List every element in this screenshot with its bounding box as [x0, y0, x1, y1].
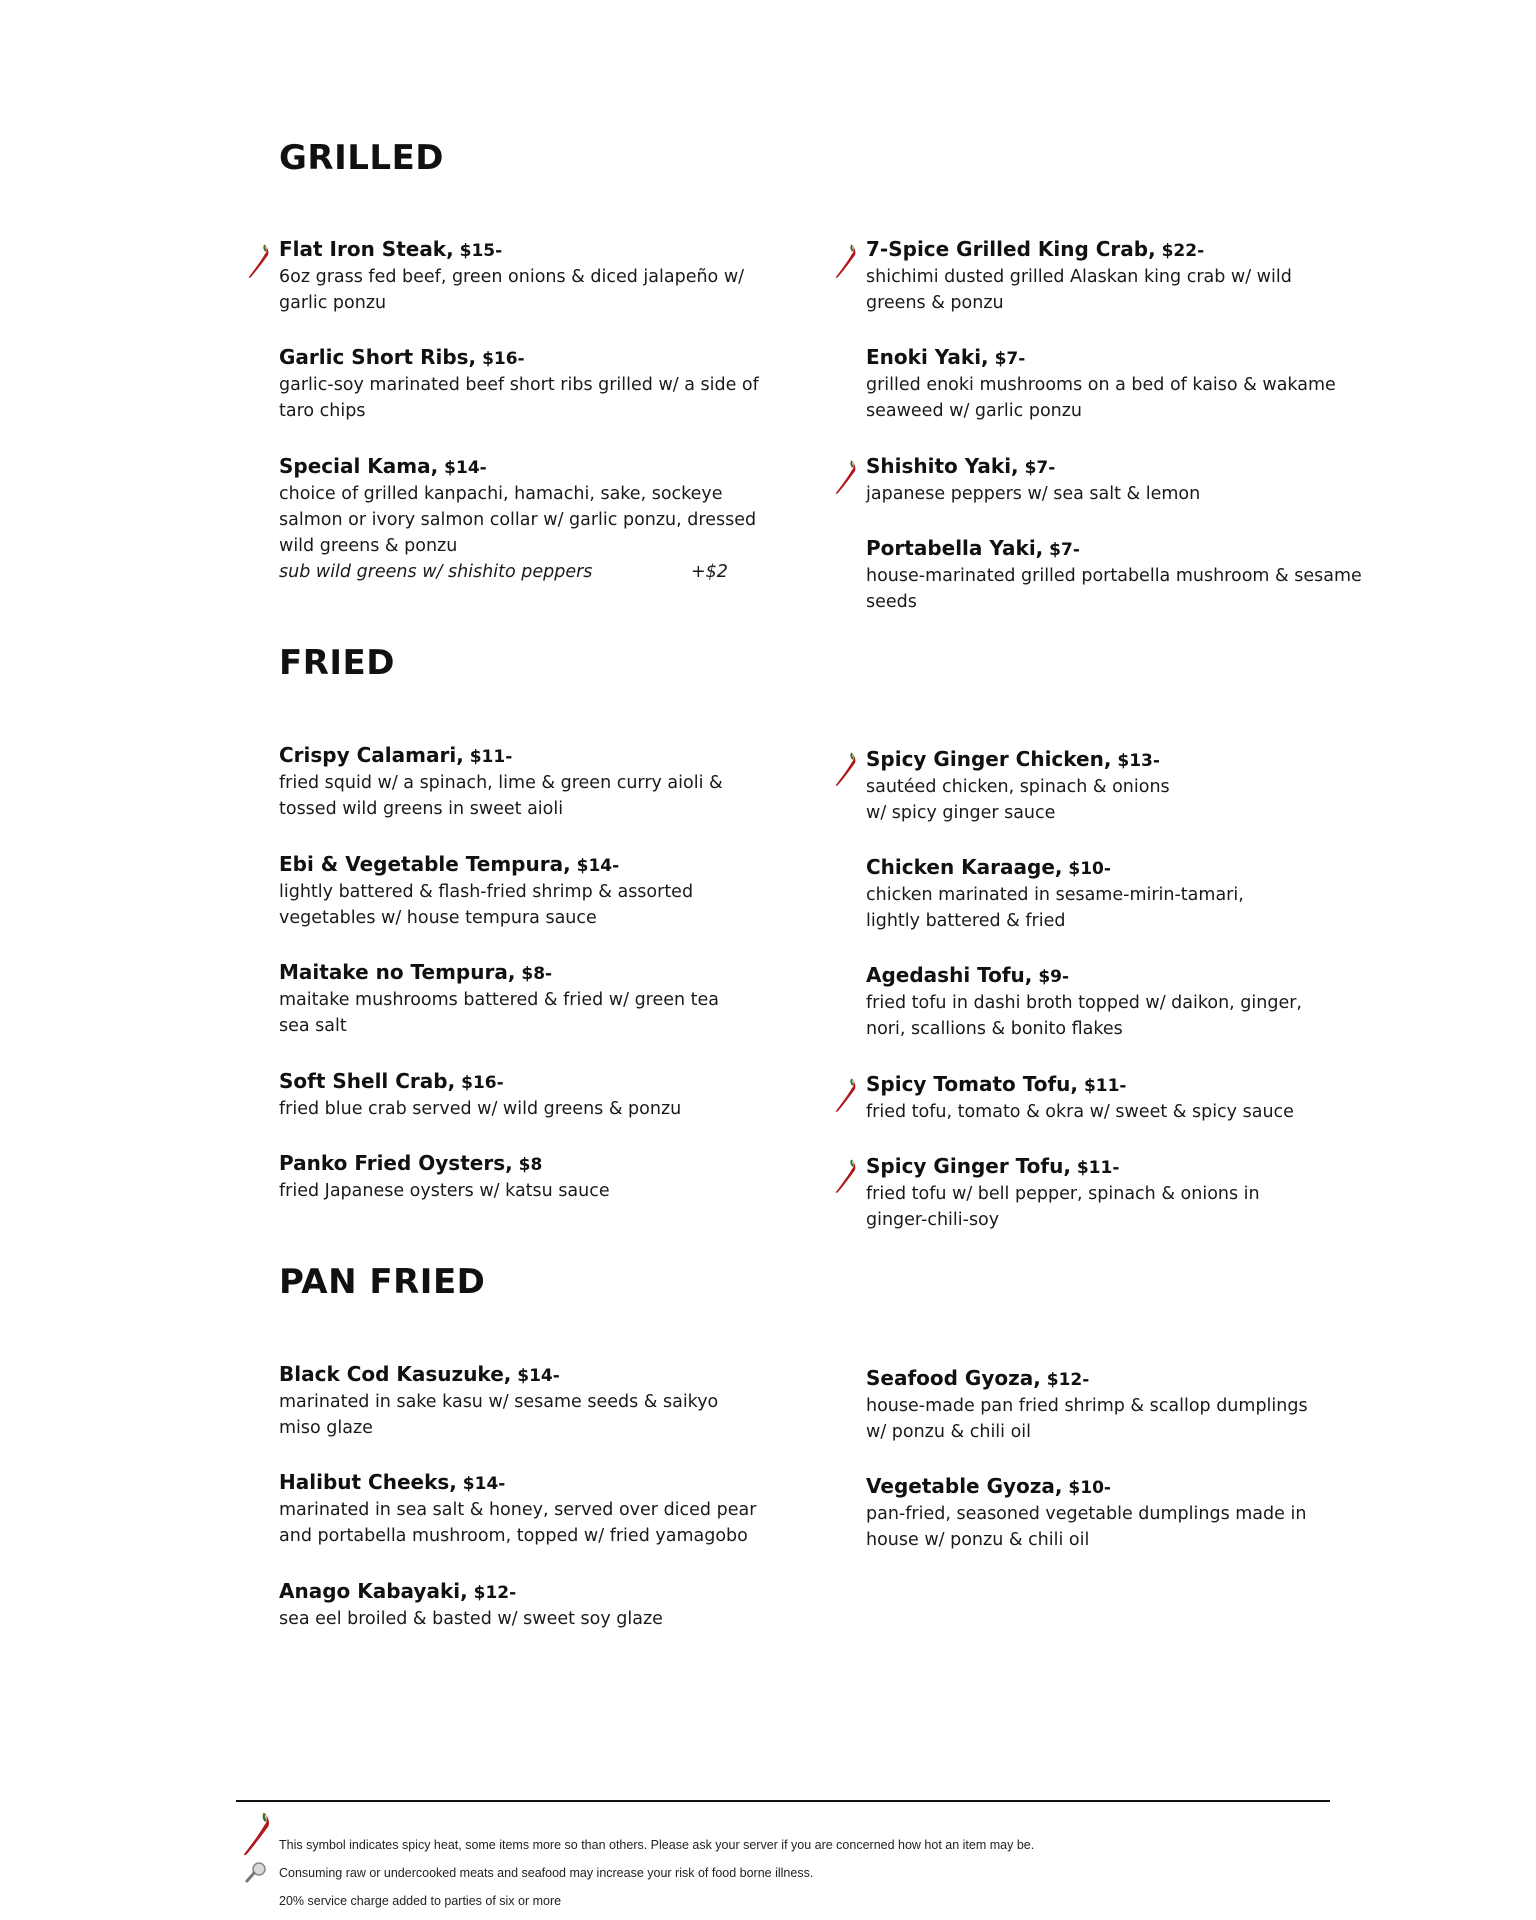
item-description: fried blue crab served w/ wild greens & ponzu — [279, 1099, 682, 1119]
item-price: $16- — [455, 1073, 504, 1093]
raw-food-icon — [244, 1860, 268, 1884]
item-description: tossed wild greens in sweet aioli — [279, 799, 564, 819]
item-description: fried squid w/ a spinach, lime & green curry aioli & — [279, 773, 723, 793]
item-name: Soft Shell Crab, — [279, 1069, 456, 1093]
item-description: vegetables w/ house tempura sauce — [279, 908, 597, 928]
item-price: $11- — [1070, 1158, 1120, 1178]
chili-pepper-icon — [833, 244, 859, 280]
item-description: house-marinated grilled portabella mushroom & sesame — [866, 566, 1362, 586]
chili-pepper-icon — [246, 244, 272, 280]
item-price: $7- — [988, 349, 1026, 369]
footer-service-charge-note: 20% service charge added to parties of six or more — [279, 1894, 562, 1908]
item-name: 7-Spice Grilled King Crab, — [866, 237, 1156, 261]
item-description: w/ spicy ginger sauce — [866, 803, 1056, 823]
item-description: marinated in sea salt & honey, served over diced pear — [279, 1500, 757, 1520]
menu-item-spicy-tomato-tofu — [866, 1071, 1366, 1125]
item-name: Enoki Yaki, — [866, 345, 989, 369]
item-name: Shishito Yaki, — [866, 454, 1019, 478]
item-description: fried tofu w/ bell pepper, spinach & onions in — [866, 1184, 1260, 1204]
item-price: $11- — [463, 747, 513, 767]
item-description: grilled enoki mushrooms on a bed of kaiso & wakame — [866, 375, 1336, 395]
menu-item-agedashi-tofu — [866, 962, 1366, 1042]
item-description: nori, scallions & bonito flakes — [866, 1019, 1123, 1039]
item-price: $15- — [453, 241, 503, 261]
item-description: garlic ponzu — [279, 293, 387, 313]
item-name: Anago Kabayaki, — [279, 1579, 468, 1603]
item-price: $14- — [438, 458, 487, 478]
item-description: salmon or ivory salmon collar w/ garlic ponzu, dressed — [279, 510, 757, 530]
item-description: fried Japanese oysters w/ katsu sauce — [279, 1181, 610, 1201]
menu-item-chicken-karaage — [866, 854, 1366, 934]
item-description: lightly battered & flash-fried shrimp & assorted — [279, 882, 694, 902]
section-title-fried: FRIED — [279, 643, 396, 683]
item-name: Spicy Ginger Chicken, — [866, 747, 1112, 771]
menu-item-spicy-ginger-tofu — [866, 1153, 1366, 1233]
menu-item-special-kama — [279, 453, 779, 585]
menu-item-black-cod-kasuzuke — [279, 1361, 779, 1441]
menu-item-flat-iron-steak — [279, 236, 779, 316]
item-name: Vegetable Gyoza, — [866, 1474, 1063, 1498]
item-price: $12- — [1040, 1370, 1090, 1390]
note-text: sub wild greens w/ shishito peppers — [279, 562, 593, 582]
note-price: +$2 — [691, 562, 728, 582]
item-price: $9- — [1032, 967, 1070, 987]
menu-item-garlic-short-ribs — [279, 344, 779, 424]
menu-item-enoki-yaki — [866, 344, 1366, 424]
item-description: maitake mushrooms battered & fried w/ green tea — [279, 990, 720, 1010]
item-name: Crispy Calamari, — [279, 743, 464, 767]
item-description: seeds — [866, 592, 917, 612]
item-price: $7- — [1043, 540, 1080, 560]
item-description: lightly battered & fried — [866, 911, 1066, 931]
item-description: sautéed chicken, spinach & onions — [866, 777, 1170, 797]
item-price: $14- — [511, 1366, 560, 1386]
item-price: $10- — [1062, 1478, 1111, 1498]
item-description: fried tofu in dashi broth topped w/ daikon, ginger, — [866, 993, 1302, 1013]
item-price: $14- — [570, 856, 620, 876]
item-description: pan-fried, seasoned vegetable dumplings made in — [866, 1504, 1307, 1524]
item-name: Garlic Short Ribs, — [279, 345, 477, 369]
item-description: chicken marinated in sesame-mirin-tamari, — [866, 885, 1244, 905]
item-description: shichimi dusted grilled Alaskan king crab w/ wild — [866, 267, 1292, 287]
item-name: Special Kama, — [279, 454, 439, 478]
chili-pepper-icon — [833, 1078, 859, 1114]
item-name: Seafood Gyoza, — [866, 1366, 1041, 1390]
item-price: $22- — [1155, 241, 1205, 261]
item-description: miso glaze — [279, 1418, 373, 1438]
item-price: $8 — [512, 1155, 543, 1175]
item-price: $11- — [1078, 1076, 1127, 1096]
item-description: w/ ponzu & chili oil — [866, 1422, 1032, 1442]
item-price: $16- — [476, 349, 525, 369]
menu-item-crispy-calamari — [279, 742, 779, 822]
item-substitution-note — [279, 559, 779, 585]
item-price: $14- — [456, 1474, 506, 1494]
item-price: $13- — [1111, 751, 1160, 771]
section-title-pan-fried: PAN FRIED — [279, 1262, 486, 1302]
section-title-grilled: GRILLED — [279, 138, 445, 178]
footer-divider — [236, 1800, 1330, 1802]
item-name: Panko Fried Oysters, — [279, 1151, 513, 1175]
footer-spicy-note: This symbol indicates spicy heat, some items more so than others. Please ask your server if you are concerned how hot an item may be. — [279, 1838, 1035, 1852]
item-description: seaweed w/ garlic ponzu — [866, 401, 1083, 421]
item-description: marinated in sake kasu w/ sesame seeds & saikyo — [279, 1392, 719, 1412]
menu-item-7-spice-grilled-king-crab — [866, 236, 1366, 316]
item-description: japanese peppers w/ sea salt & lemon — [866, 484, 1201, 504]
menu-item-maitake-no-tempura — [279, 959, 779, 1039]
item-price: $10- — [1062, 859, 1111, 879]
chili-pepper-icon — [833, 460, 859, 496]
footer-raw-food-warning: Consuming raw or undercooked meats and seafood may increase your risk of food borne illness. — [279, 1866, 814, 1880]
item-name: Halibut Cheeks, — [279, 1470, 457, 1494]
item-name: Ebi & Vegetable Tempura, — [279, 852, 571, 876]
item-name: Black Cod Kasuzuke, — [279, 1362, 512, 1386]
menu-item-panko-fried-oysters — [279, 1150, 779, 1204]
item-description: fried tofu, tomato & okra w/ sweet & spicy sauce — [866, 1102, 1294, 1122]
item-name: Flat Iron Steak, — [279, 237, 454, 261]
item-price: $12- — [467, 1583, 517, 1603]
item-price: $8- — [515, 964, 553, 984]
menu-item-spicy-ginger-chicken — [866, 746, 1366, 826]
item-description: wild greens & ponzu — [279, 536, 458, 556]
menu-item-ebi-vegetable-tempura — [279, 851, 779, 931]
item-name: Spicy Tomato Tofu, — [866, 1072, 1079, 1096]
item-description: choice of grilled kanpachi, hamachi, sake, sockeye — [279, 484, 723, 504]
menu-item-anago-kabayaki — [279, 1578, 779, 1632]
item-description: taro chips — [279, 401, 366, 421]
menu-item-seafood-gyoza — [866, 1365, 1366, 1445]
chili-pepper-icon — [240, 1812, 274, 1858]
item-description: ginger-chili-soy — [866, 1210, 1000, 1230]
item-description: sea salt — [279, 1016, 347, 1036]
item-name: Portabella Yaki, — [866, 536, 1044, 560]
chili-pepper-icon — [833, 752, 859, 788]
item-name: Spicy Ginger Tofu, — [866, 1154, 1071, 1178]
menu-item-shishito-yaki — [866, 453, 1366, 507]
menu-item-portabella-yaki — [866, 535, 1366, 615]
item-description: greens & ponzu — [866, 293, 1004, 313]
item-description: 6oz grass fed beef, green onions & diced jalapeño w/ — [279, 267, 745, 287]
item-description: garlic-soy marinated beef short ribs grilled w/ a side of — [279, 375, 759, 395]
item-description: sea eel broiled & basted w/ sweet soy glaze — [279, 1609, 663, 1629]
item-description: house w/ ponzu & chili oil — [866, 1530, 1090, 1550]
menu-item-halibut-cheeks — [279, 1469, 779, 1549]
menu-item-vegetable-gyoza — [866, 1473, 1366, 1553]
item-name: Maitake no Tempura, — [279, 960, 516, 984]
item-name: Chicken Karaage, — [866, 855, 1063, 879]
menu-item-soft-shell-crab — [279, 1068, 779, 1122]
item-description: and portabella mushroom, topped w/ fried yamagobo — [279, 1526, 748, 1546]
item-name: Agedashi Tofu, — [866, 963, 1033, 987]
item-price: $7- — [1018, 458, 1056, 478]
chili-pepper-icon — [833, 1159, 859, 1195]
item-description: house-made pan fried shrimp & scallop dumplings — [866, 1396, 1308, 1416]
